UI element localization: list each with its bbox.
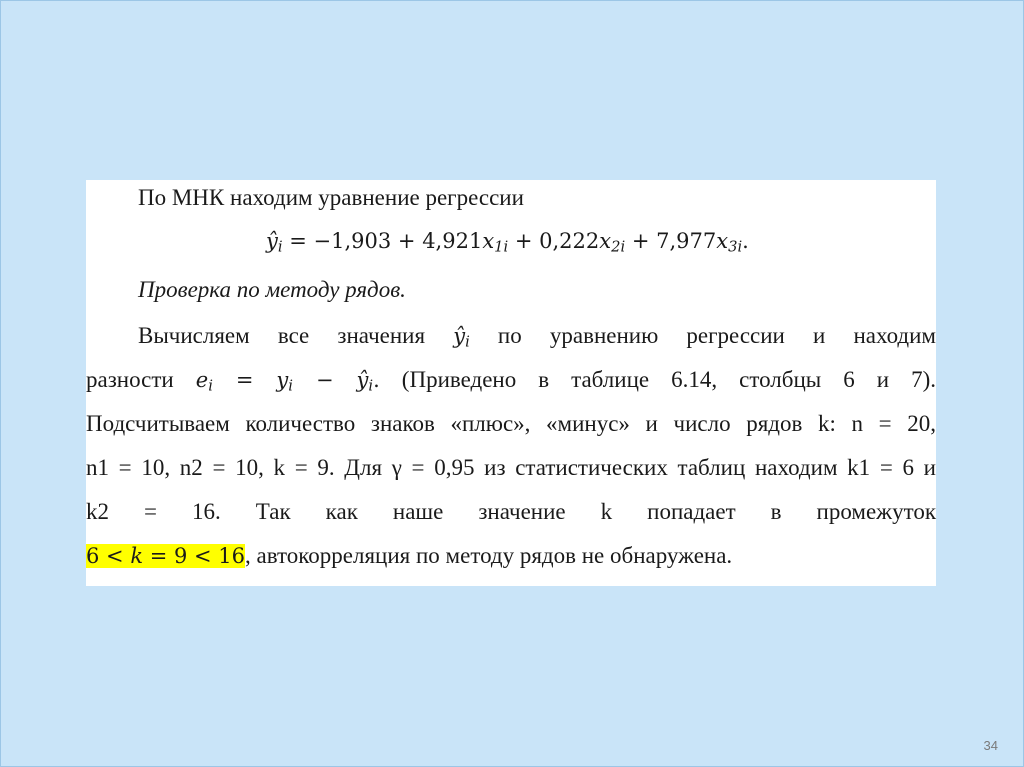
body-line-2: разности $e_i = y_i$ − $ŷ_i$. (Приведено в таблице 6.14, столбцы 6 и 7). — [86, 367, 937, 395]
body-line-6: 6 < k = 9 < 16, автокорреляция по методу рядов не обнаружена. — [86, 543, 733, 568]
highlighted-inequality: 6 < k = 9 < 16 — [86, 544, 246, 568]
body-line-3: Подсчитываем количество знаков «плюс», «минус» и число рядов k: n = 20, — [86, 411, 936, 436]
intro-text: По МНК находим уравнение регрессии — [138, 185, 524, 210]
regression-equation: $ŷ_i = -1,903 + 4,921x_{1i} + 0,222x_{2i} + 7,977x_{3i}$. — [266, 229, 749, 256]
body-line-4: n1 = 10, n2 = 10, k = 9. Для γ = 0,95 из статистических таблиц находим k1 = 6 и — [86, 455, 936, 480]
body-line-5: k2 = 16. Так как наше значение k попадает в промежуток — [86, 499, 936, 524]
content-panel — [86, 180, 936, 586]
page-number: 34 — [983, 738, 998, 753]
section-heading: Проверка по методу рядов. — [138, 277, 406, 302]
body-line-1: Вычисляем все значения $ŷ_i$ по уравнению регрессии и находим — [138, 323, 936, 351]
